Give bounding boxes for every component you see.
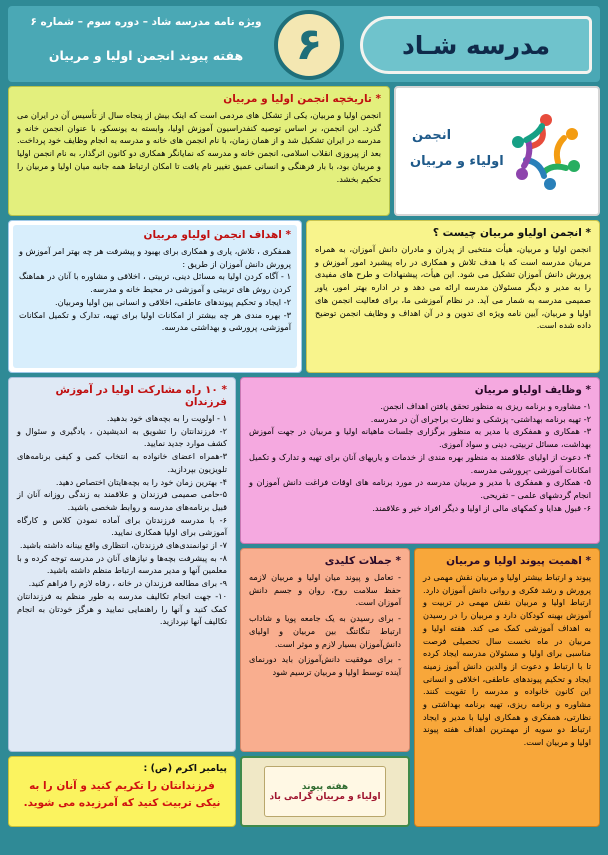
goals-intro: همفکری ، تلاش، یاری و همکاری برای بهبود و پیشرفت هر چه بهتر امر آموزش و پرورش دانش آموزان از طریق : [19,246,291,269]
list-item: ۲- فرزندانتان را تشویق به اندیشیدن ، یادگیری و سئوال و کشف موارد جدید نمایید. [17,425,227,449]
list-item: ۳-همراه اعضای خانواده به انتخاب کمی و کیفی برنامه‌های تلویزیون بپردازید. [17,451,227,474]
brand-title-box [360,16,592,74]
prophet-quote-heading: پیامبر اکرم (ص) : [143,763,227,774]
list-item: ۴- بهترین زمان خود را به بچه‌هایتان اختصاص دهید. [55,476,227,487]
issue-info: ویژه نامه مدرسه شاد – دوره سوم – شماره ۶ [30,16,262,28]
prophet-quote-text: فرزندانتان را تکریم کنید و آنان را به نیکی تربیت کنید که آمرزیده می شوید. [23,780,221,809]
ten-ways-section [8,377,236,752]
what-is-section [306,220,600,373]
issue-title: هفته پیوند انجمن اولیا و مربیان [48,48,244,63]
list-item: ۱ - آگاه کردن اولیا به مسائل دینی، تربیتی ، اخلاقی و مشاوره با آنان در هماهنگ کردن روش های تربیتی و آموزشی در محیط خانه و مدرسه. [19,271,291,295]
logo-text-line1: انجمن [412,128,452,143]
duties-list [249,400,591,514]
goals-section [8,220,302,373]
history-heading: * تاریخچه انجمن اولیا و مربیان [223,93,381,105]
list-item: ۴- دعوت از اولیای علاقمند به منظور بهره مندی از خدمات و یاریهای آنان برای تهیه و تدارک و تکمیل امکانات آموزشی -پرورشی مدرسه. [249,451,591,475]
list-item: ۱- مشاوره و برنامه ریزی به منظور تحقق یافتن اهداف انجمن. [380,401,591,411]
association-logo-box [394,86,600,216]
banner-line1: هفته پیوند [301,781,349,792]
list-item: ۶- قبول هدایا و کمکهای مالی از اولیا و دیگر افراد خیر و علاقمند. [372,502,591,513]
list-item: ۳- بهره مندی هر چه بیشتر از امکانات اولیا برای تهیه، تدارک و تکمیل امکانات آموزشی، پرورشی و بهداشتی مدرسه. [19,309,291,333]
importance-section [414,548,600,827]
association-logo-icon [396,88,602,214]
brand-title: مدرسه شـاد [401,30,551,60]
history-section [8,86,390,216]
key-phrases-section [240,548,410,752]
logo-text-line2: اولیاء و مربیان [410,154,504,169]
list-item: ۵- همکاری و همفکری با مدیر و مربیان مدرسه در مورد برنامه های اوقات فراغت دانش آموزان و انجام گردشهای علمی – تفریحی. [249,477,591,500]
list-item: - برای رسیدن به یک جامعه پویا و شاداب ارتباط تنگاتنگ بین مربیان و اولیای دانش‌آموزان بسیار لازم و موثر است. [249,613,401,649]
list-item: - برای موفقیت دانش‌آموزان باید دورنمای آینده توسط اولیا و مربیان ترسیم شود [249,654,401,677]
list-item: ۷- از توانمندی‌های فرزندتان، انتظاری واقع بینانه داشته باشید. [19,540,227,551]
week-banner [240,756,410,827]
history-text: انجمن اولیا و مربیان، یکی از تشکل های مردمی است که اینک بیش از پنجاه سال از تأسیس آن در ایران می گذرد. این انجمن، بر اساس توصیه کنفدراسیون آموزش اولیا، وابسته به یونسکو، با عنوان انجمن خانه و مدرسه در ایران تشکیل شد و از همان زمان، با نام انجمن های خانه و مدرسه به انجام وظایف خود پرداخت. بعد از پیروزی انقلاب اسلامی، انجمن خانه و مدرسه که نمایانگر همکاری دو کانون اثرگذار، به نام انجمن اولیا و مربیان بود، با بار فرهنگی و انسانی عمیق تغییر نام یافت تا امکان ارتباط همه جانبه میان اولیا و مربیان را تحکیم بخشد. [17,110,381,184]
list-item: ۳- همکاری و همفکری با مدیر به منظور برگزاری جلسات ماهیانه اولیا و مربیان در جهت آموزش بهداشت، مسائل تربیتی، دینی و سواد آموزی. [249,426,591,450]
header-band [8,6,600,82]
list-item: ۲- تهیه برنامه بهداشتی- پزشکی و نظارت براجرای آن در مدرسه. [370,413,591,424]
list-item: ۲- ایجاد و تحکیم پیوندهای عاطفی، اخلاقی و انسانی بین اولیا ومربیان. [55,296,291,307]
prophet-quote-section [8,756,236,827]
list-item: ۸- به پیشرفت بچه‌ها و نیازهای آنان در مدرسه توجه کرده و با معلمین آنها و مدیر مدرسه ارتباط منظم داشته باشید. [17,552,227,576]
ten-ways-list [17,412,227,628]
list-item: ۶- با مدرسه فرزندتان برای آماده نمودن کلاس و کارگاه آموزشی برای اولیا همکاری نمایید. [17,514,227,538]
goals-heading: * اهداف انجمن اولیاو مربیان [143,229,291,241]
issue-number-badge [274,10,344,80]
issue-number: ۶ [295,19,323,70]
duties-section [240,377,600,544]
list-item: - تعامل و پیوند میان اولیا و مربیان لازمه حفظ سلامت روح، روان و جسم دانش آموزان است. [249,572,401,608]
footer-strip [0,833,608,855]
importance-heading: * اهمیت پیوند اولیا و مربیان [446,555,591,567]
ten-ways-heading: * ۱۰ راه مشارکت اولیا در آموزش فرزندان [55,384,227,408]
list-item: ۹- برای مطالعه فرزندان در خانه ، رفاه لازم را فراهم کنید. [28,578,227,589]
importance-text: پیوند و ارتباط بیشتر اولیا و مربیان نقش مهمی در پرورش و رشد فکری و روانی دانش آموزان دارد. ارتباط اولیا و مربیان نقش مهمی در تربیت و آموزش بهینه کودکان دارد و مربیان را در رسیدن به اهداف آموزشی کمک می کند. هفته اولیا و مربیان در ماه نخست سال تحصیلی فرصت مناسبی برای اولیا و مسئولان مدرسه ایجاد کرده تا با ارتباط و دعوت از والدین دانش آموز زمینه ایجاد و تحکیم پیوندهای عاطفی، اخلاقی و انسانی این کانون خانواده و مدرسه را تقویت کنند. مشاوره و برنامه ریزی، تهیه برنامه بهداشتی و نظارتی، همفکری و همکاری اولیا با مدیر و ایجاد ارتباط دو سویه از مهمترین اهداف هفته پیوند اولیا و مربیان است. [423,572,591,748]
list-item: ۵-حامی صمیمی فرزندان و علاقمند به زندگی روزانه آنان از قبیل برنامه‌های مدرسه و روابط شخصی باشید. [17,489,227,512]
list-item: ۱ - اولویت را به بچه‌های خود بدهید. [106,413,227,423]
what-is-text: انجمن اولیا و مربیان، هیأت منتخبی از پدران و مادران دانش آموزان، به همراه مربیان مدرسه است که با هدف تلاش و همکاری در راه پیشبرد امور آموزش و پرورش دانش آموزان تشکیل می شود. این هیأت، پیشنهادات و طرح های مفیدی را به مدیر و دیگر مسئولان مدرسه ارائه می دهد و در اداره بهتر امور، یاور صمیمی مدرسه به شمار می آید. در نظام آموزشی ما، برای فعالیت انجمن های اولیا و مربیان، آیین نامه ویژه ای تدوین و در آن اهداف و وظایف انجمن توضیح داده شده است. [315,244,591,331]
key-phrases-heading: * جملات کلیدی [324,555,401,567]
banner-line2: اولیاء و مربیان گرامی باد [269,791,381,802]
key-phrases-list [249,571,401,679]
list-item: ۱۰- جهت انجام تکالیف مدرسه به طور منظم به فرزندانتان کمک کنید و آنها را راهنمایی نمایید و هرگز خودتان به انجام تکالیف آنها نپردازید. [17,590,227,627]
what-is-heading: * انجمن اولیاو مربیان چیست ؟ [432,227,591,239]
goals-list [19,270,291,334]
duties-heading: * وظایف اولیاو مربیان [474,384,591,396]
